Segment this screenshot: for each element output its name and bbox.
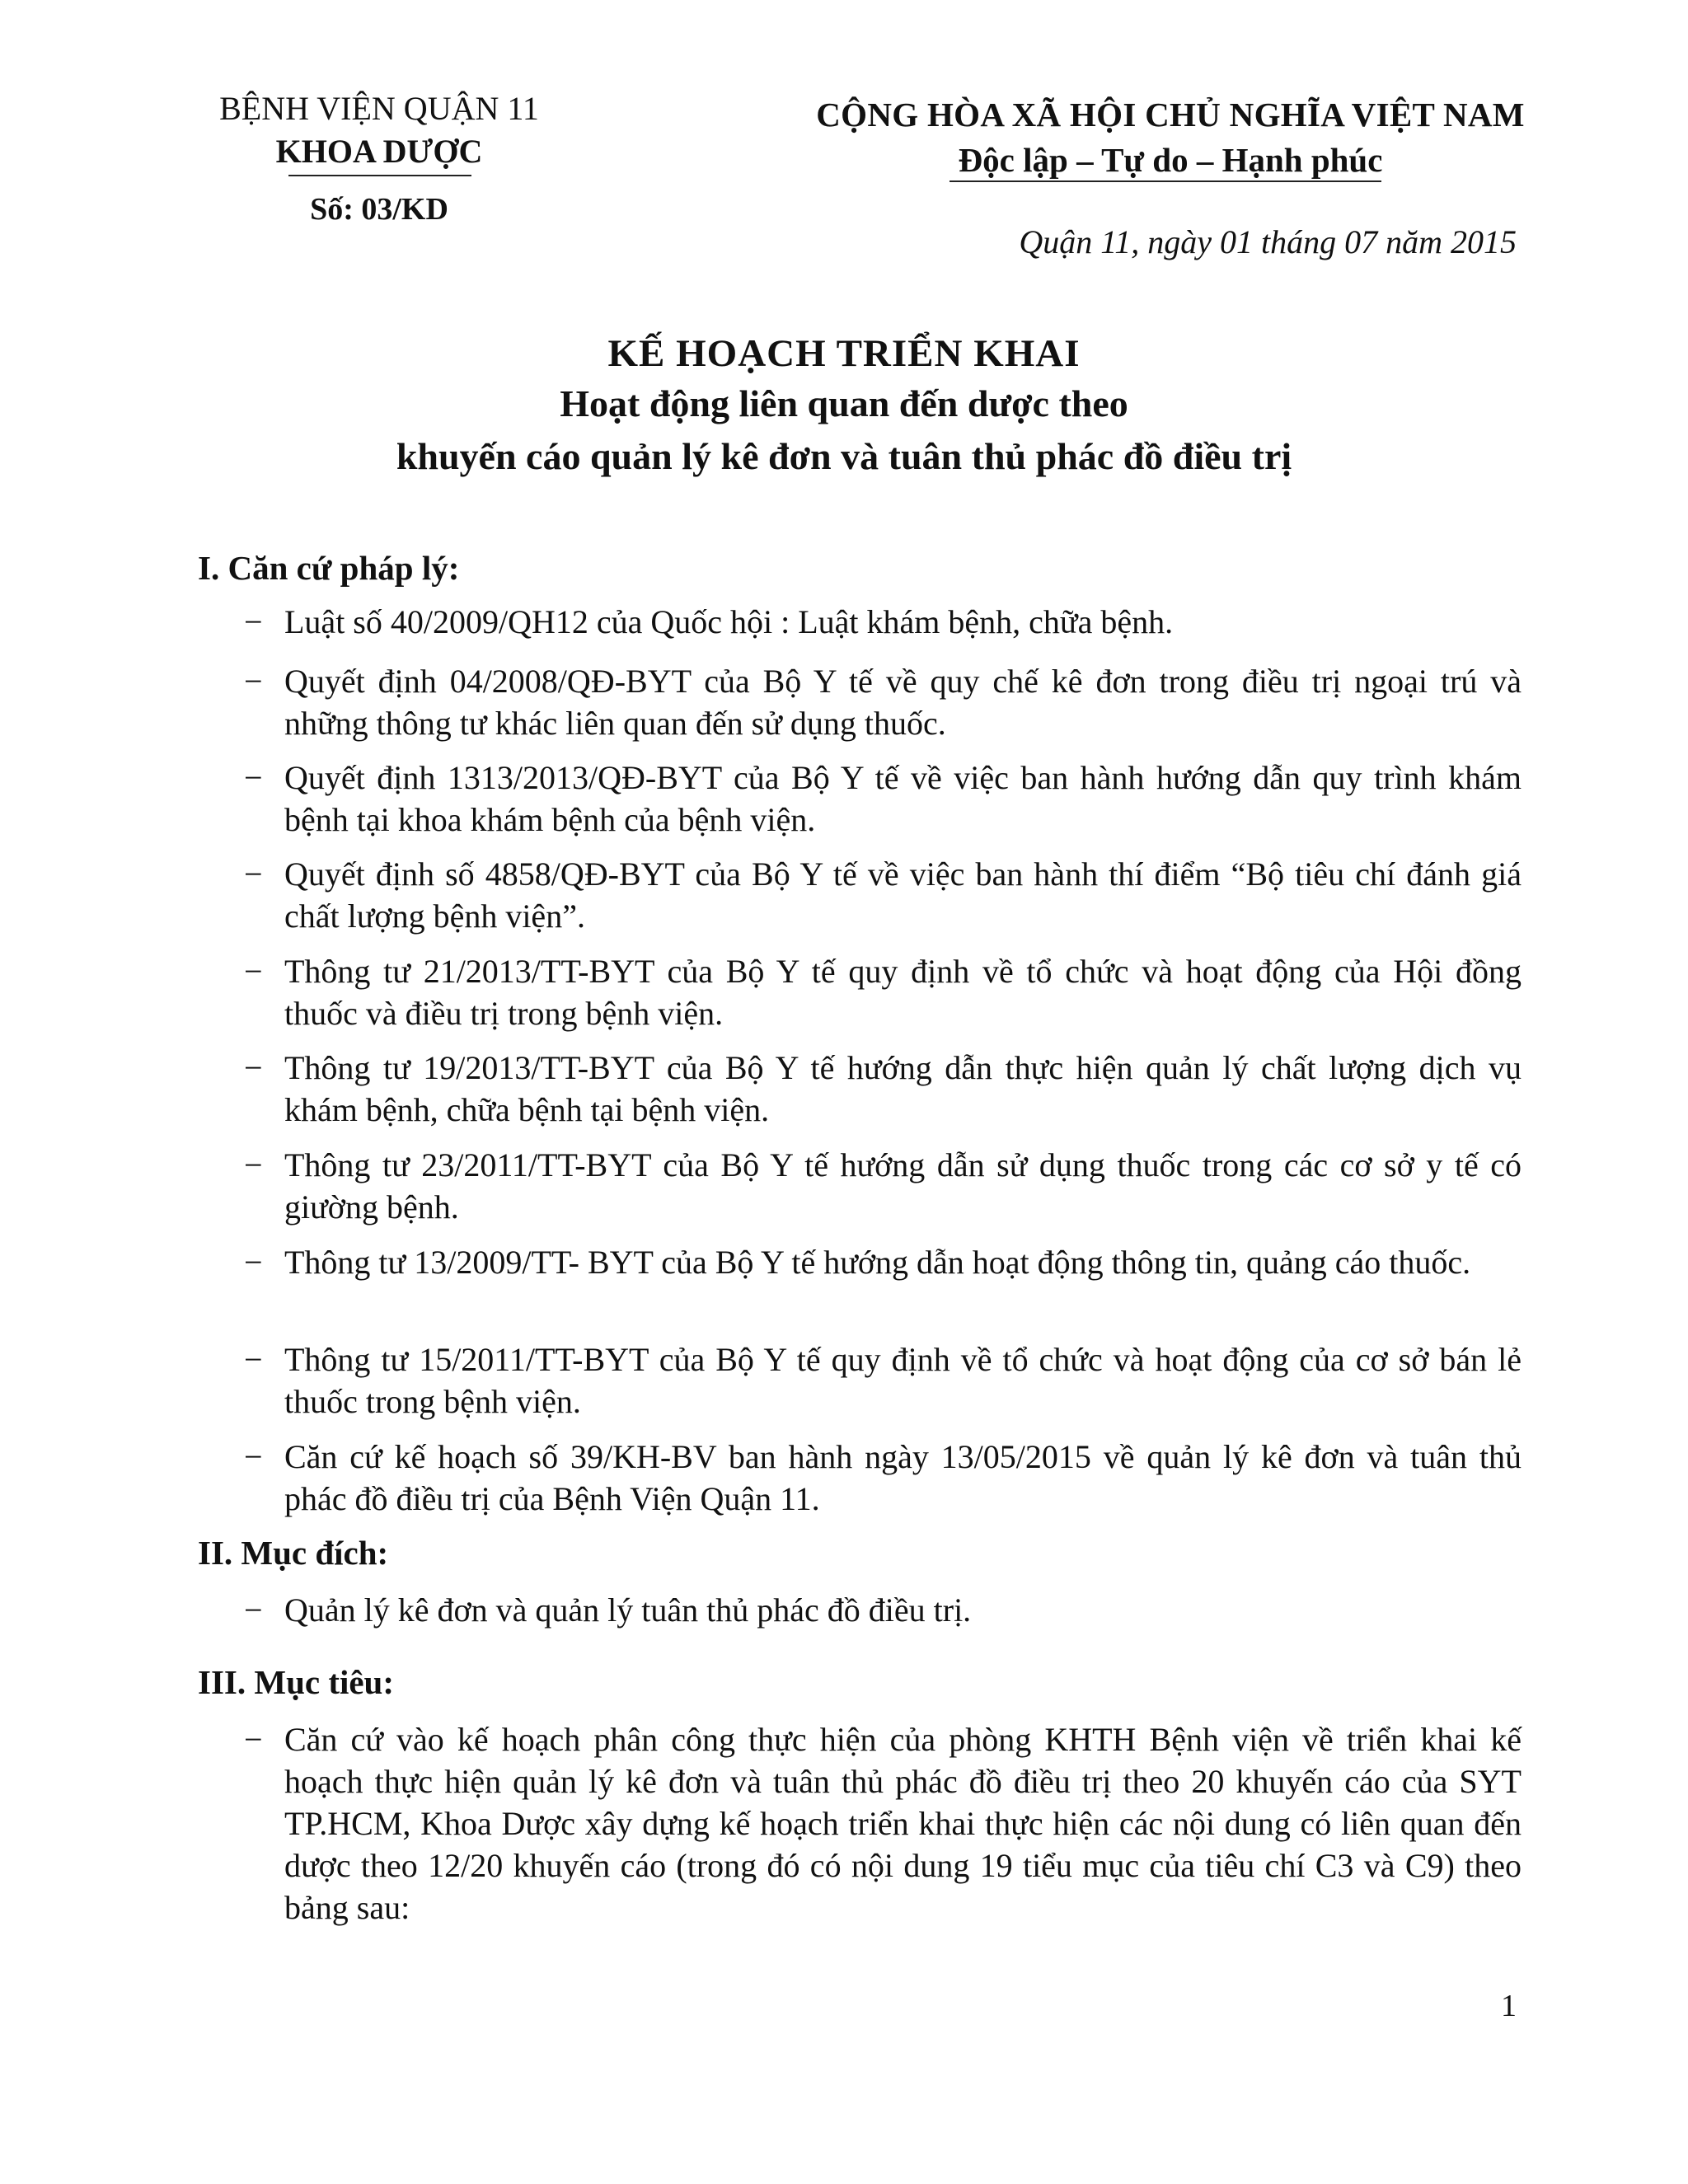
bullet-dash: − — [244, 1591, 263, 1629]
list-item: − Căn cứ vào kế hoạch phân công thực hiện của phòng KHTH Bệnh viện về triển khai kế hoạch thực hiện quản lý kê đơn và tuân thủ phác đồ điều trị theo 20 khuyến cáo của SYT TP.HCM, Khoa Dược xây dựng kế hoạch triển khai thực hiện các nội dung có liên quan đến dược theo 12/20 khuyến cáo (trong đó có nội dung 19 tiểu mục của tiêu chí C3 và C9) theo bảng sau: — [244, 1718, 1522, 1929]
list-item: − Quyết định số 4858/QĐ-BYT của Bộ Y tế về việc ban hành thí điểm “Bộ tiêu chí đánh giá chất lượng bệnh viện”. — [244, 853, 1522, 937]
list-item: − Thông tư 15/2011/TT-BYT của Bộ Y tế quy định về tổ chức và hoạt động của cơ sở bán lẻ thuốc trong bệnh viện. — [244, 1338, 1522, 1422]
bullet-dash: − — [244, 1244, 263, 1281]
organization-name: BỆNH VIỆN QUẬN 11 — [219, 90, 539, 127]
list-item: − Thông tư 23/2011/TT-BYT của Bộ Y tế hướng dẫn sử dụng thuốc trong các cơ sở y tế có giường bệnh. — [244, 1144, 1522, 1228]
document-subtitle-line1: Hoạt động liên quan đến dược theo — [560, 382, 1128, 424]
document-number: Số: 03/KD — [310, 192, 448, 227]
motto-underline — [950, 180, 1381, 182]
bullet-dash: − — [244, 1438, 263, 1475]
bullet-dash: − — [244, 1146, 263, 1183]
list-item: − Thông tư 19/2013/TT-BYT của Bộ Y tế hướng dẫn thực hiện quản lý chất lượng dịch vụ khám bệnh, chữa bệnh tại bệnh viện. — [244, 1047, 1522, 1131]
section-goals-heading: III. Mục tiêu: — [198, 1663, 395, 1701]
list-item: − Quyết định 04/2008/QĐ-BYT của Bộ Y tế về quy chế kê đơn trong điều trị ngoại trú và những thông tư khác liên quan đến sử dụng thuốc. — [244, 660, 1522, 744]
list-item: − Căn cứ kế hoạch số 39/KH-BV ban hành ngày 13/05/2015 về quản lý kê đơn và tuân thủ phác đồ điều trị của Bệnh Viện Quận 11. — [244, 1436, 1522, 1520]
bullet-dash: − — [244, 953, 263, 990]
bullet-dash: − — [244, 1721, 263, 1758]
country-name: CỘNG HÒA XÃ HỘI CHỦ NGHĨA VIỆT NAM — [816, 96, 1525, 134]
bullet-dash: − — [244, 1049, 263, 1086]
bullet-dash: − — [244, 855, 263, 893]
bullet-dash: − — [244, 663, 263, 700]
bullet-dash: − — [244, 603, 263, 640]
page-number: 1 — [1501, 1989, 1517, 2023]
department-name: KHOA DƯỢC — [275, 133, 483, 170]
list-item: − Quyết định 1313/2013/QĐ-BYT của Bộ Y tế về việc ban hành hướng dẫn quy trình khám bệnh tại khoa khám bệnh của bệnh viện. — [244, 757, 1522, 841]
list-item: − Thông tư 13/2009/TT- BYT của Bộ Y tế hướng dẫn hoạt động thông tin, quảng cáo thuốc. — [244, 1241, 1522, 1283]
document-date: Quận 11, ngày 01 tháng 07 năm 2015 — [1019, 223, 1517, 260]
bullet-dash: − — [244, 1341, 263, 1378]
section-purpose-heading: II. Mục đích: — [198, 1534, 389, 1572]
national-motto: Độc lập – Tự do – Hạnh phúc — [958, 141, 1383, 179]
document-title: KẾ HOẠCH TRIỂN KHAI — [607, 332, 1081, 375]
department-underline — [288, 175, 471, 176]
list-item: − Quản lý kê đơn và quản lý tuân thủ phác đồ điều trị. — [244, 1589, 1522, 1631]
list-item: − Thông tư 21/2013/TT-BYT của Bộ Y tế quy định về tổ chức và hoạt động của Hội đồng thuốc và điều trị trong bệnh viện. — [244, 950, 1522, 1034]
list-item: − Luật số 40/2009/QH12 của Quốc hội : Luật khám bệnh, chữa bệnh. — [244, 601, 1522, 643]
section-legal-heading: I. Căn cứ pháp lý: — [198, 549, 460, 587]
bullet-dash: − — [244, 759, 263, 796]
document-subtitle-line2: khuyến cáo quản lý kê đơn và tuân thủ phác đồ điều trị — [396, 435, 1292, 477]
